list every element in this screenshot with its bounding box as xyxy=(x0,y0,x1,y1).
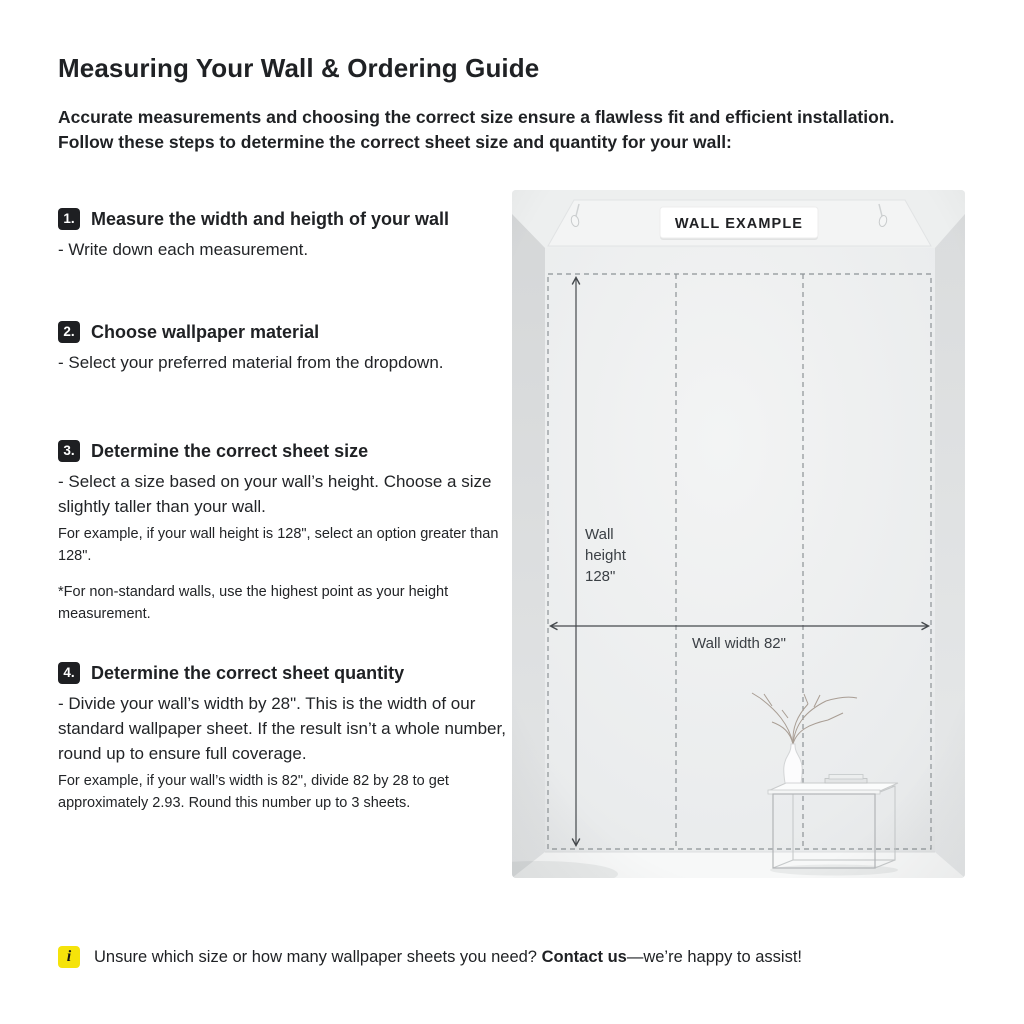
step-4-head xyxy=(58,662,516,684)
step-3-body: - Select a size based on your wall’s height. Choose a size slightly taller than your wall. xyxy=(58,472,492,516)
contact-us-link[interactable]: Contact us xyxy=(541,948,627,966)
footer-help xyxy=(58,945,958,969)
intro-text xyxy=(58,105,998,155)
step-4-body: - Divide your wall’s width by 28". This is the width of our standard wallpaper sheet. If the result isn’t a whole number, round up to ensure full coverage. xyxy=(58,694,506,763)
wall-example-image xyxy=(512,190,965,878)
step-3-note: *For non-standard walls, use the highest point as your height measurement. xyxy=(58,584,449,622)
page-title: Measuring Your Wall & Ordering Guide xyxy=(58,53,540,83)
step-2 xyxy=(58,321,516,375)
step-3-number-badge: 3. xyxy=(58,440,80,462)
footer-text-prefix: Unsure which size or how many wallpaper sheets you need? xyxy=(94,948,542,966)
step-2-head xyxy=(58,321,516,343)
wall-example-illustration xyxy=(512,190,965,878)
step-4-example: For example, if your wall’s width is 82", divide 82 by 28 to get approximately 2.93. Round this number up to 3 sheets. xyxy=(58,773,449,811)
step-2-body: - Select your preferred material from the dropdown. xyxy=(58,353,444,372)
footer-text-suffix: —we’re happy to assist! xyxy=(626,948,803,966)
info-icon: i xyxy=(58,946,80,968)
vignette-overlay xyxy=(512,190,965,878)
step-2-heading: Choose wallpaper material xyxy=(91,321,320,342)
step-1-head xyxy=(58,208,516,230)
step-3 xyxy=(58,440,516,625)
step-4 xyxy=(58,662,516,814)
intro-line-2: Follow these steps to determine the correct sheet size and quantity for your wall: xyxy=(58,132,732,152)
step-1-heading: Measure the width and heigth of your wall xyxy=(91,208,450,229)
step-2-number-badge: 2. xyxy=(58,321,80,343)
step-3-head xyxy=(58,440,516,462)
footer-text xyxy=(94,945,802,969)
step-4-number-badge: 4. xyxy=(58,662,80,684)
step-3-heading: Determine the correct sheet size xyxy=(91,440,369,461)
step-1 xyxy=(58,208,516,262)
step-1-number-badge: 1. xyxy=(58,208,80,230)
step-4-heading: Determine the correct sheet quantity xyxy=(91,662,405,683)
step-3-example: For example, if your wall height is 128", select an option greater than 128". xyxy=(58,526,499,564)
step-1-body: - Write down each measurement. xyxy=(58,240,309,259)
intro-line-1: Accurate measurements and choosing the correct size ensure a flawless fit and efficient installation. xyxy=(58,107,895,127)
